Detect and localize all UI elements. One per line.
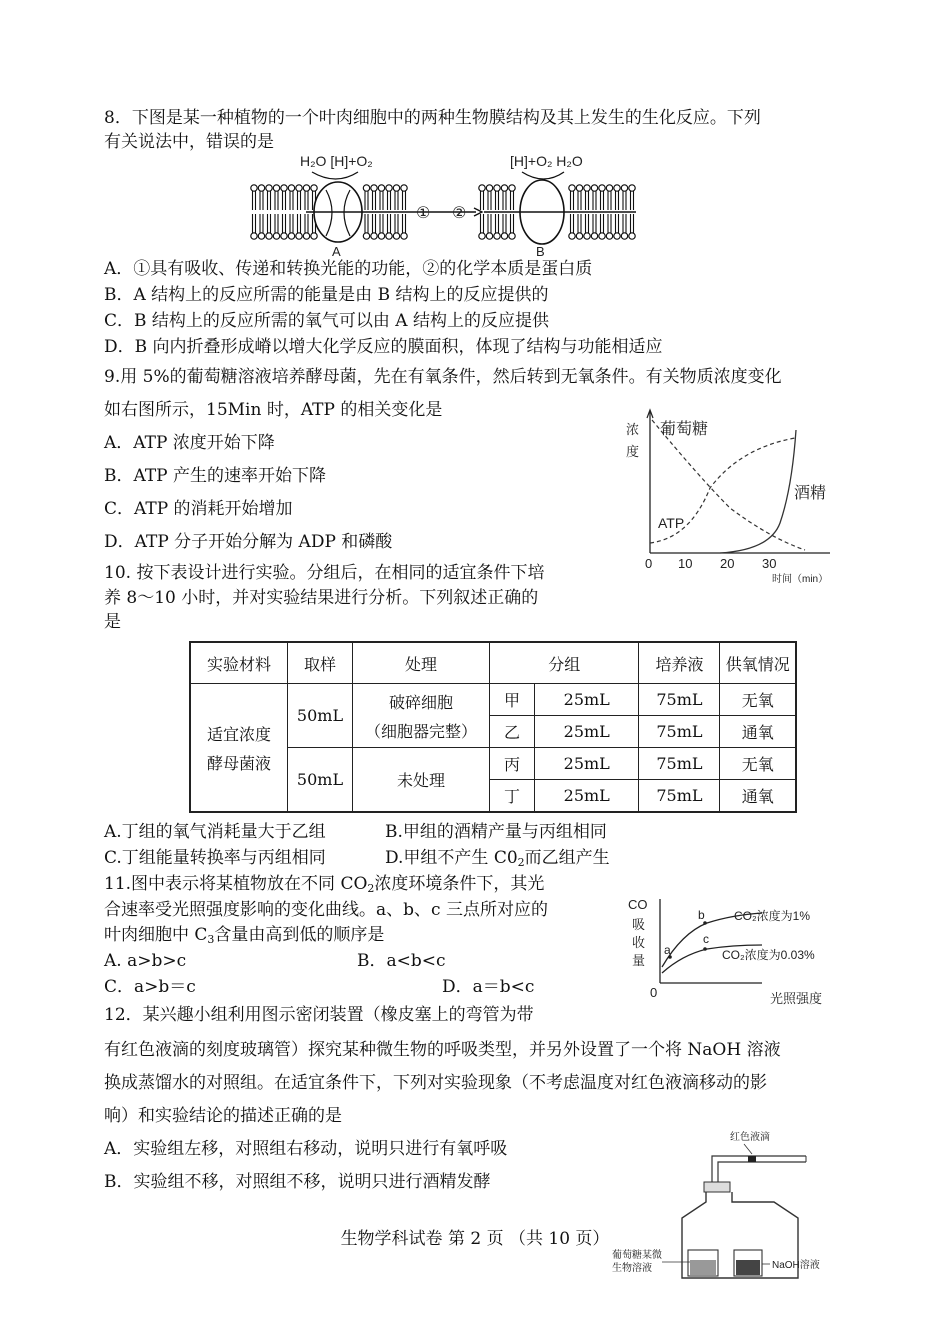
q11-option-c: C．a>b＝c xyxy=(104,977,196,997)
header-sample: 取样 xyxy=(288,642,353,684)
q10-stem-line3: 是 xyxy=(104,612,121,632)
membrane-figure xyxy=(246,150,646,258)
q11-stem-line1: 11.图中表示将某植物放在不同 $CO_2$浓度环境条件下，其光 xyxy=(104,874,545,895)
cell-volume: 25mL xyxy=(535,716,639,748)
q9-ylabel-2: 度 xyxy=(626,444,640,459)
q8-option-a: A．①具有吸收、传递和转换光能的功能，②的化学本质是蛋白质 xyxy=(104,259,593,279)
q9-stem-line2: 如右图所示，15Min 时，ATP 的相关变化是 xyxy=(104,400,443,420)
experiment-table xyxy=(189,641,797,813)
fig8-label-a: A xyxy=(332,244,341,259)
q12-stem-line4: 响）和实验结论的描述正确的是 xyxy=(104,1106,342,1126)
cell-oxygen: 通氧 xyxy=(720,716,796,748)
fig12-red-drop-label: 红色液滴 xyxy=(730,1132,770,1143)
q9-option-b: B．ATP 产生的速率开始下降 xyxy=(104,466,327,486)
q9-series-alcohol: 酒精 xyxy=(794,485,827,502)
cell-volume: 25mL xyxy=(535,780,639,813)
q11-stem-line2: 合速率受光照强度影响的变化曲线。a、b、c 三点所对应的 xyxy=(104,900,548,920)
q11-curve-low-label: CO₂浓度为0.03% xyxy=(722,948,815,962)
cell-oxygen: 通氧 xyxy=(720,780,796,813)
q12-stem-line3: 换成蒸馏水的对照组。在适宜条件下，下列对实验现象（不考虑温度对红色液滴移动的影 xyxy=(104,1073,767,1093)
q9-option-a: A．ATP 浓度开始下降 xyxy=(104,433,275,453)
material-line2: 酵母菌液 xyxy=(206,753,271,773)
q11-option-d: D．a＝b<c xyxy=(442,977,535,997)
q10-stem-line1: 10. 按下表设计进行实验。分组后，在相同的适宜条件下培 xyxy=(104,563,545,583)
q9-option-d: D．ATP 分子开始分解为 ADP 和磷酸 xyxy=(104,532,393,552)
q11-ylabel-3: 收 xyxy=(632,935,646,950)
q11-ylabel-1: CO xyxy=(628,897,648,912)
table-row xyxy=(190,684,796,716)
q11-stem-line3: 叶肉细胞中 $C_3$含量由高到低的顺序是 xyxy=(104,925,385,946)
table-header-row xyxy=(190,642,796,684)
q11-option-b: B．a<b<c xyxy=(357,951,446,971)
header-medium: 培养液 xyxy=(639,642,720,684)
q9-curve-alcohol xyxy=(720,430,796,553)
material-line1: 适宜浓度 xyxy=(206,724,271,744)
q10-option-d: D.甲组不产生 $C0_2$而乙组产生 xyxy=(385,848,610,869)
q11-point-c: c xyxy=(703,932,709,946)
q12-option-b: B．实验组不移，对照组不移，说明只进行酒精发酵 xyxy=(104,1172,491,1192)
q11-origin: 0 xyxy=(650,985,658,1000)
photosynthesis-chart xyxy=(622,893,848,1005)
cell-group: 甲 xyxy=(490,684,535,716)
cell-treatment-2: 未处理 xyxy=(353,748,490,813)
q11-point-a: a xyxy=(664,943,671,957)
fig8-circle-1: ① xyxy=(416,205,431,222)
q11-xlabel: 光照强度 xyxy=(770,991,823,1006)
header-group: 分组 xyxy=(490,642,639,684)
fig12-left-label-2: 生物溶液 xyxy=(612,1263,652,1274)
q9-stem-line1: 9.用 5%的葡萄糖溶液培养酵母菌，先在有氧条件，然后转到无氧条件。有关物质浓度变化 xyxy=(104,367,782,387)
q8-option-c: C．B 结构上的反应所需的氧气可以由 A 结构上的反应提供 xyxy=(104,311,549,331)
cell-oxygen: 无氧 xyxy=(720,684,796,716)
header-oxygen: 供氧情况 xyxy=(720,642,796,684)
q9-xtick-20: 20 xyxy=(720,556,735,571)
q8-option-b: B．A 结构上的反应所需的能量是由 B 结构上的反应提供的 xyxy=(104,285,549,305)
fig12-naoh-label: NaOH溶液 xyxy=(772,1260,820,1271)
cell-medium: 75mL xyxy=(639,716,720,748)
fig8-circle-2: ② xyxy=(452,205,467,222)
q12-stem-line1: 12．某兴趣小组利用图示密闭装置（橡皮塞上的弯管为带 xyxy=(104,1005,534,1025)
treatment-1-line2: （细胞器完整） xyxy=(364,721,477,741)
fig8-label-b: B xyxy=(536,244,545,259)
q9-xtick-30: 30 xyxy=(762,556,777,571)
q10-option-c: C.丁组能量转换率与丙组相同 xyxy=(104,848,326,868)
q12-stem-line2: 有红色液滴的刻度玻璃管）探究某种微生物的呼吸类型，并另外设置了一个将 NaOH 溶液 xyxy=(104,1040,781,1060)
q11-ylabel-4: 量 xyxy=(632,953,646,968)
q8-stem-line2: 有关说法中，错误的是 xyxy=(104,132,274,152)
cell-treatment-1 xyxy=(353,684,490,748)
q9-option-c: C．ATP 的消耗开始增加 xyxy=(104,499,293,519)
cell-medium: 75mL xyxy=(639,748,720,780)
q9-series-atp: ATP xyxy=(658,515,685,531)
q9-ylabel-1: 浓 xyxy=(626,422,640,437)
cell-material xyxy=(190,684,288,813)
q9-series-glucose: 葡萄糖 xyxy=(660,421,709,438)
cell-group: 丁 xyxy=(490,780,535,813)
q10-stem-line2: 养 8～10 小时，并对实验结果进行分析。下列叙述正确的 xyxy=(104,588,539,608)
q11-ylabel-2: 吸 xyxy=(632,917,646,932)
q9-xlabel: 时间（min） xyxy=(772,574,829,585)
q8-option-d: D．B 向内折叠形成嵴以增大化学反应的膜面积，体现了结构与功能相适应 xyxy=(104,337,663,357)
q8-stem-line1: 8．下图是某一种植物的一个叶肉细胞中的两种生物膜结构及其上发生的生化反应。下列 xyxy=(104,108,761,128)
cell-sample-1: 50mL xyxy=(288,684,353,748)
fig8-left-top: H₂O [H]+O₂ xyxy=(300,153,373,169)
fig8-right-top: [H]+O₂ H₂O xyxy=(510,153,583,169)
cell-oxygen: 无氧 xyxy=(720,748,796,780)
respiration-apparatus xyxy=(612,1126,852,1286)
q11-point-b: b xyxy=(698,908,705,922)
q12-option-a: A．实验组左移，对照组右移动，说明只进行有氧呼吸 xyxy=(104,1139,508,1159)
cell-sample-2: 50mL xyxy=(288,748,353,813)
q10-option-a: A.丁组的氧气消耗量大于乙组 xyxy=(104,822,326,842)
q9-xtick-10: 10 xyxy=(678,556,693,571)
cell-group: 丙 xyxy=(490,748,535,780)
fig12-left-label-1: 葡萄糖某微 xyxy=(612,1250,662,1261)
cell-medium: 75mL xyxy=(639,684,720,716)
cell-medium: 75mL xyxy=(639,780,720,813)
header-material: 实验材料 xyxy=(190,642,288,684)
q9-xtick-0: 0 xyxy=(645,556,653,571)
page-footer: 生物学科试卷 第 2 页 （共 10 页） xyxy=(340,1229,610,1249)
cell-volume: 25mL xyxy=(535,684,639,716)
concentration-chart xyxy=(620,408,850,588)
cell-group: 乙 xyxy=(490,716,535,748)
cell-volume: 25mL xyxy=(535,748,639,780)
q11-option-a: A. a>b>c xyxy=(104,951,187,971)
q11-curve-high-label: CO₂浓度为1% xyxy=(734,909,811,923)
q10-option-b: B.甲组的酒精产量与丙组相同 xyxy=(385,822,607,842)
treatment-1-line1: 破碎细胞 xyxy=(388,692,453,712)
header-treatment: 处理 xyxy=(353,642,490,684)
